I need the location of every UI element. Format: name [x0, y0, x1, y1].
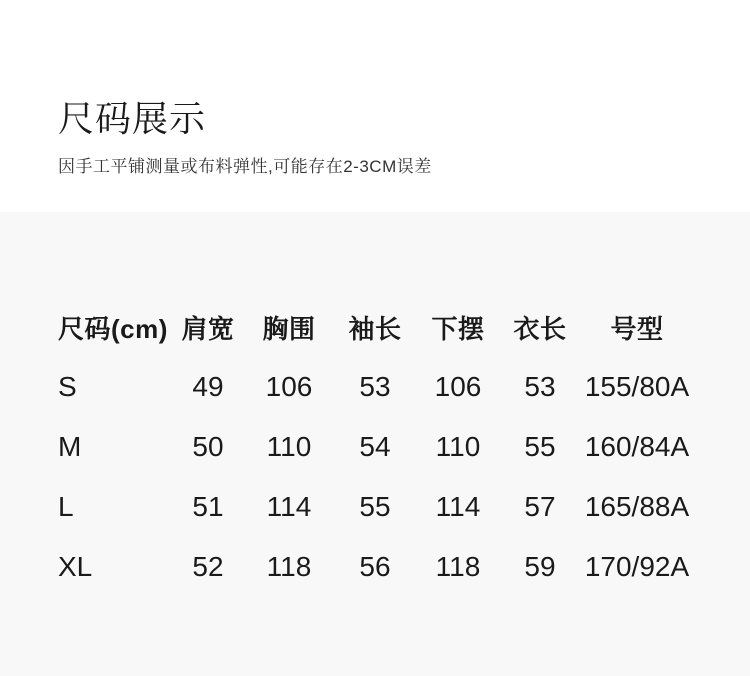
- table-row-m: [58, 417, 692, 477]
- table-row-xl: [58, 537, 692, 597]
- size-chart-intro: [0, 0, 750, 212]
- size-table: [58, 297, 692, 597]
- cell-size: S: [58, 371, 77, 402]
- page-subtitle: 因手工平铺测量或布料弹性,可能存在2-3CM误差: [58, 157, 432, 176]
- cell-hem: 110: [435, 431, 481, 462]
- cell-size: L: [58, 491, 74, 522]
- cell-model: 165/88A: [584, 491, 690, 522]
- page-title: 尺码展示: [58, 98, 207, 139]
- size-table-header-row: [58, 297, 692, 357]
- cell-bust: 114: [266, 491, 312, 522]
- cell-model: 155/80A: [584, 371, 690, 402]
- cell-length: 55: [524, 431, 556, 462]
- cell-size: M: [58, 431, 82, 462]
- cell-model: 170/92A: [584, 551, 690, 582]
- cell-bust: 118: [266, 551, 312, 582]
- cell-length: 59: [524, 551, 556, 582]
- cell-size: XL: [58, 551, 93, 582]
- cell-hem: 114: [435, 491, 481, 522]
- cell-shoulder: 49: [192, 371, 224, 402]
- cell-sleeve: 53: [359, 371, 391, 402]
- table-row-s: [58, 357, 692, 417]
- col-header-shoulder: 肩宽: [181, 313, 235, 344]
- cell-shoulder: 52: [192, 551, 224, 582]
- cell-sleeve: 55: [359, 491, 391, 522]
- cell-bust: 110: [266, 431, 312, 462]
- cell-sleeve: 54: [359, 431, 391, 462]
- col-header-model: 号型: [610, 313, 664, 344]
- size-table-section: [0, 212, 750, 676]
- cell-shoulder: 51: [192, 491, 224, 522]
- col-header-hem: 下摆: [431, 313, 485, 344]
- cell-bust: 106: [265, 371, 313, 402]
- col-header-length: 衣长: [513, 313, 567, 344]
- cell-length: 53: [524, 371, 556, 402]
- cell-sleeve: 56: [359, 551, 391, 582]
- cell-shoulder: 50: [192, 431, 224, 462]
- col-header-size: 尺码(cm): [58, 313, 168, 344]
- col-header-bust: 胸围: [262, 313, 316, 344]
- cell-length: 57: [524, 491, 556, 522]
- cell-model: 160/84A: [584, 431, 690, 462]
- cell-hem: 106: [434, 371, 482, 402]
- table-row-l: [58, 477, 692, 537]
- col-header-sleeve: 袖长: [348, 313, 402, 344]
- cell-hem: 118: [435, 551, 481, 582]
